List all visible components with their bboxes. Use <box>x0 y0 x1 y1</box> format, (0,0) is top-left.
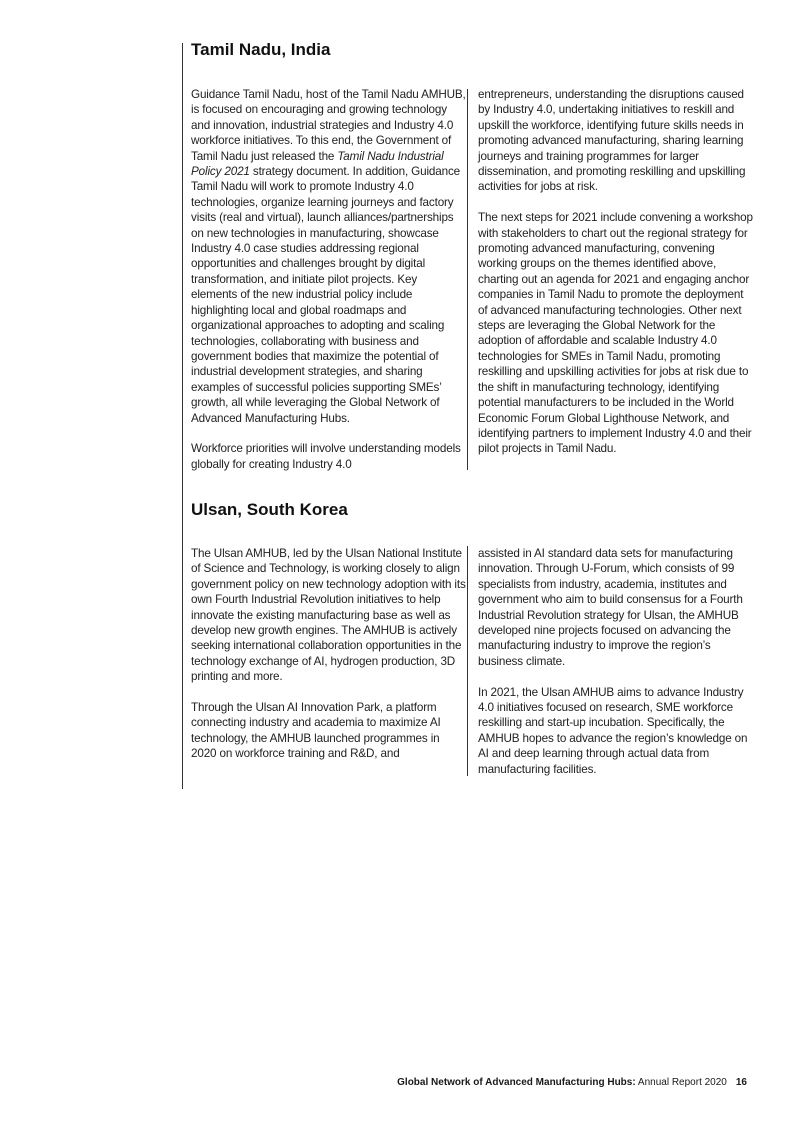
section-heading-ulsan: Ulsan, South Korea <box>191 500 348 519</box>
column-divider-rule <box>467 89 468 470</box>
ulsan-column-right <box>478 546 753 777</box>
paragraph: Guidance Tamil Nadu, host of the Tamil Nadu AMHUB, is focused on encouraging and growing technology and innovation, industrial strategies and Industry 4.0 workforce initiatives. To this end, the Government of Tamil Nadu just released the Tamil Nadu Industrial Policy 2021 strategy document. In addition, Guidance Tamil Nadu will work to promote Industry 4.0 technologies, organize learning journeys and factory visits (real and virtual), launch alliances/partnerships on new technologies in manufacturing, showcase Industry 4.0 case studies addressing regional opportunities and challenges brought by digital transformation, and initiate pilot projects. Key elements of the new industrial policy include highlighting local and global roadmaps and organizational approaches to adopting and scaling technologies, collaborating with business and government bodies that maximize the potential of industrial development strategies, and sharing examples of successful policies supporting SMEs’ growth, all while leveraging the Global Network of Advanced Manufacturing Hubs. <box>191 88 466 425</box>
ulsan-column-left <box>191 546 466 762</box>
footer-report-subtitle: Annual Report 2020 <box>635 1077 727 1088</box>
column-divider-rule <box>467 546 468 776</box>
paragraph: The next steps for 2021 include convening a workshop with stakeholders to chart out the regional strategy for promoting advanced manufacturing, convening working groups on the themes identified above, charting out an agenda for 2021 and engaging anchor companies in Tamil Nadu to promote the deployment of advanced manufacturing technologies. Other next steps are leveraging the Global Network for the adoption of affordable and scalable Industry 4.0 technologies for SMEs in Tamil Nadu, promoting reskilling and upskilling activities for jobs at risk due to the shift in manufacturing technology, identifying potential manufacturers to be included in the World Economic Forum Global Lighthouse Network, and identifying partners to implement Industry 4.0 and their pilot projects in Tamil Nadu. <box>478 211 753 456</box>
page-number: 16 <box>735 1077 747 1088</box>
page-footer <box>397 1077 747 1088</box>
paragraph: entrepreneurs, understanding the disruptions caused by Industry 4.0, undertaking initiatives to reskill and upskill the workforce, identifying future skills needs in promoting advanced manufacturing, sharing learning journeys and training programmes for larger dissemination, and promoting reskilling and upskilling activities for jobs at risk. <box>478 88 746 194</box>
footer-report-name: Global Network of Advanced Manufacturing Hubs: <box>397 1077 636 1088</box>
paragraph: The Ulsan AMHUB, led by the Ulsan National Institute of Science and Technology, is working closely to align government policy on new technology adoption with its own Fourth Industrial Revolution initiatives to help innovate the existing manufacturing base as well as develop new growth engines. The AMHUB is actively seeking international collaboration opportunities in the technology exchange of AI, hydrogen production, 3D printing and more. <box>191 547 466 684</box>
paragraph: In 2021, the Ulsan AMHUB aims to advance Industry 4.0 initiatives focused on research, SME workforce reskilling and start-up incubation. Specifically, the AMHUB hopes to advance the region’s knowledge on AI and deep learning through actual data from manufacturing facilities. <box>478 685 748 776</box>
paragraph: Through the Ulsan AI Innovation Park, a platform connecting industry and academia to maximize AI technology, the AMHUB launched programmes in 2020 on workforce training and R&D, and <box>191 701 441 761</box>
tamil-nadu-column-right <box>478 87 753 457</box>
paragraph: assisted in AI standard data sets for manufacturing innovation. Through U-Forum, which consists of 99 specialists from industry, academia, institutes and government who aim to build consensus for a Fourth Industrial Revolution strategy for Ulsan, the AMHUB developed nine projects focused on advancing the manufacturing industry to improve the region’s business climate. <box>478 547 743 668</box>
tamil-nadu-column-left <box>191 87 466 472</box>
section-divider-rule <box>182 43 183 789</box>
paragraph: Workforce priorities will involve understanding models globally for creating Industry 4.0 <box>191 442 461 471</box>
section-heading-tamil-nadu: Tamil Nadu, India <box>191 40 331 59</box>
